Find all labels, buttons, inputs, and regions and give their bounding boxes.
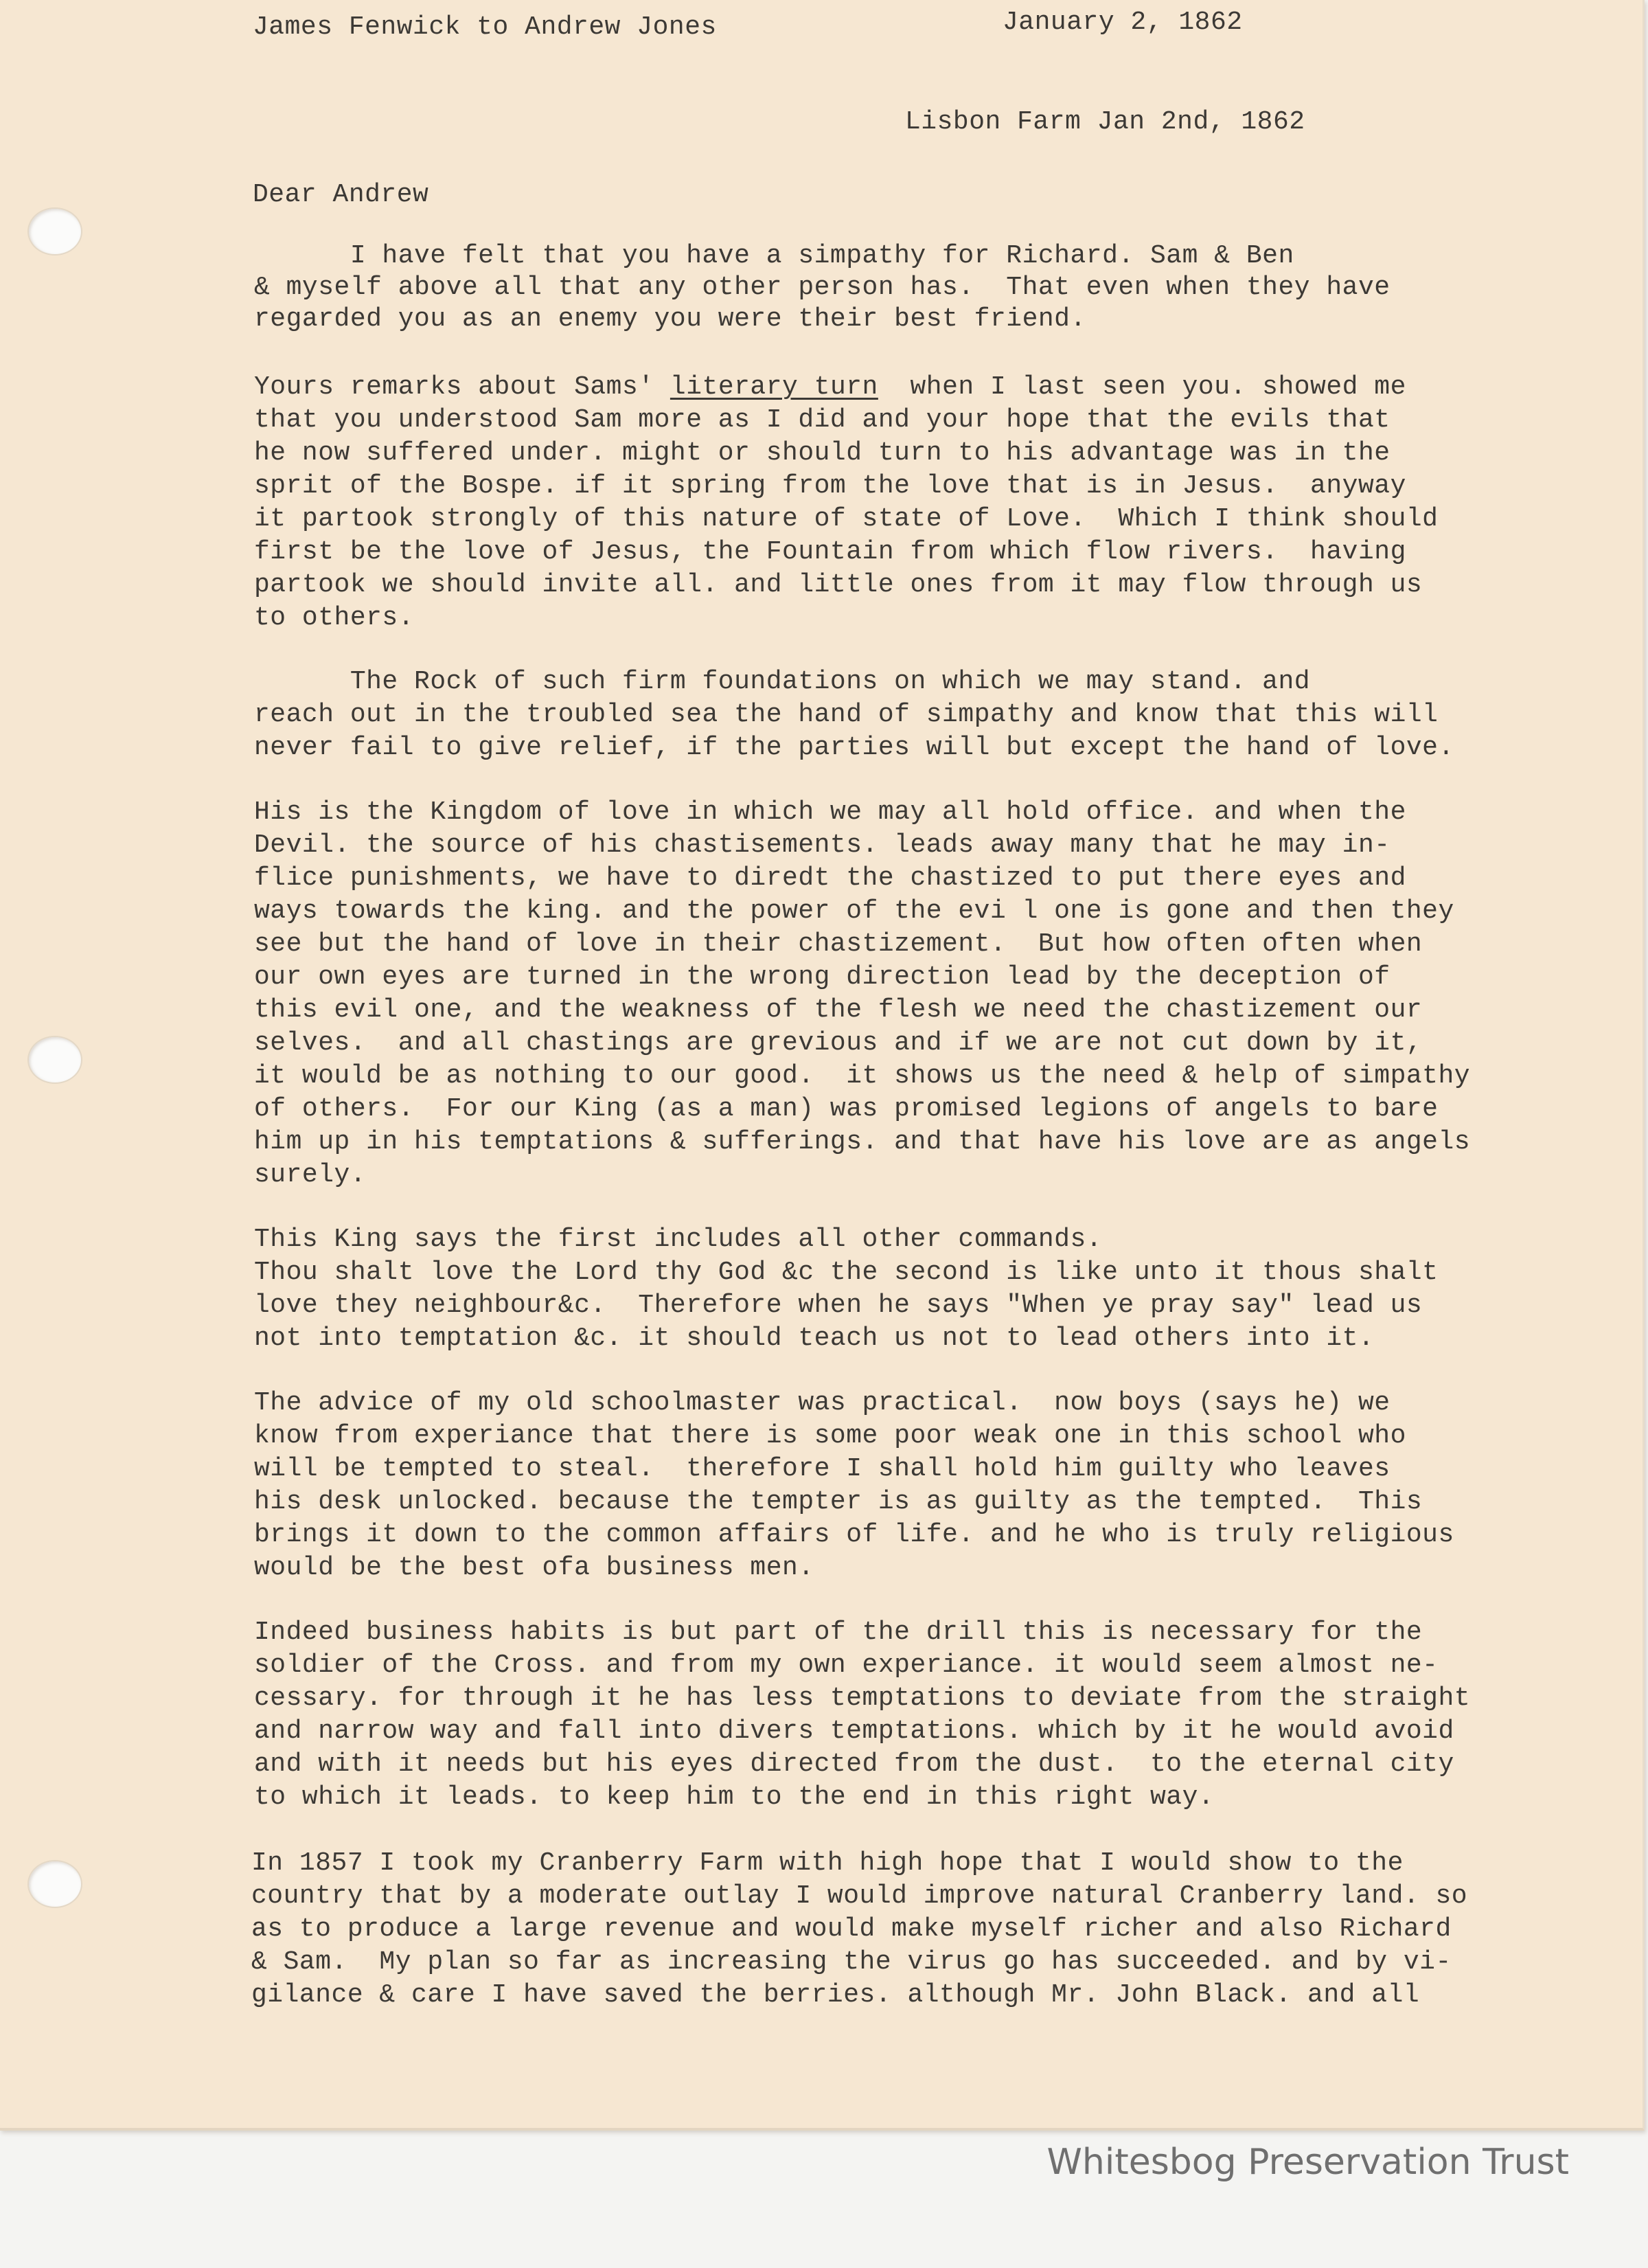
header-correspondents: James Fenwick to Andrew Jones	[253, 12, 717, 42]
para2-lead-text: Yours remarks about Sams'	[254, 372, 654, 402]
text-line: The advice of my old schoolmaster was practical. now boys (says he) we	[254, 1388, 1390, 1418]
text-line: surely.	[254, 1160, 367, 1190]
paragraph-2-first-line	[254, 372, 1406, 403]
text-line: that you understood Sam more as I did and your hope that the evils that	[254, 405, 1390, 435]
text-line: and with it needs but his eyes directed from the dust. to the eternal city	[254, 1749, 1454, 1779]
punch-hole-top	[27, 207, 82, 256]
text-line: see but the hand of love in their chastizement. But how often often when	[254, 929, 1423, 959]
text-line: cessary. for through it he has less temptations to deviate from the straight	[254, 1683, 1471, 1713]
letter-dateline: Lisbon Farm Jan 2nd, 1862	[905, 107, 1305, 137]
text-line: selves. and all chastings are grevious and if we are not cut down by it,	[254, 1028, 1423, 1058]
text-line: his desk unlocked. because the tempter is as guilty as the tempted. This	[254, 1487, 1423, 1517]
text-line: This King says the first includes all other commands.	[254, 1225, 1103, 1254]
punch-hole-bottom	[27, 1860, 82, 1908]
text-line: partook we should invite all. and little ones from it may flow through us	[254, 570, 1423, 600]
text-line: Indeed business habits is but part of the drill this is necessary for the	[254, 1618, 1423, 1647]
text-line: know from experiance that there is some poor weak one in this school who	[254, 1421, 1406, 1451]
text-line: & myself above all that any other person has. That even when they have	[254, 273, 1390, 302]
text-line: of others. For our King (as a man) was promised legions of angels to bare	[254, 1094, 1439, 1124]
text-line: our own eyes are turned in the wrong direction lead by the deception of	[254, 962, 1390, 992]
text-line: never fail to give relief, if the parties will but except the hand of love.	[254, 733, 1454, 762]
underlined-phrase: literary turn	[670, 372, 878, 402]
text-line: he now suffered under. might or should turn to his advantage was in the	[254, 438, 1390, 468]
text-line: gilance & care I have saved the berries. although Mr. John Black. and all	[251, 1980, 1420, 2010]
watermark-text: Whitesbog Preservation Trust	[1046, 2142, 1569, 2183]
text-line: brings it down to the common affairs of life. and he who is truly religious	[254, 1520, 1454, 1550]
header-date: January 2, 1862	[1003, 8, 1243, 37]
text-line: & Sam. My plan so far as increasing the virus go has succeeded. and by vi-	[251, 1947, 1452, 1977]
text-line: Devil. the source of his chastisements. leads away many that he may in-	[254, 830, 1390, 860]
text-line: this evil one, and the weakness of the flesh we need the chastizement our	[254, 995, 1423, 1025]
letter-salutation: Dear Andrew	[253, 180, 429, 209]
text-line: reach out in the troubled sea the hand of simpathy and know that this will	[254, 700, 1439, 729]
text-line: first be the love of Jesus, the Fountain from which flow rivers. having	[254, 537, 1406, 567]
text-line: I have felt that you have a simpathy for Richard. Sam & Ben	[254, 241, 1294, 271]
text-line: as to produce a large revenue and would make myself richer and also Richard	[251, 1914, 1452, 1944]
text-line: In 1857 I took my Cranberry Farm with high hope that I would show to the	[251, 1848, 1404, 1878]
text-line: The Rock of such firm foundations on which we may stand. and	[254, 667, 1311, 696]
text-line: to which it leads. to keep him to the end in this right way.	[254, 1782, 1215, 1812]
text-line: to others.	[254, 603, 415, 633]
text-line: flice punishments, we have to diredt the chastized to put there eyes and	[254, 863, 1406, 893]
text-line: ways towards the king. and the power of the evi l one is gone and then they	[254, 896, 1454, 926]
text-line: Thou shalt love the Lord thy God &c the second is like unto it thous shalt	[254, 1258, 1439, 1287]
text-line: regarded you as an enemy you were their best friend.	[254, 304, 1086, 334]
text-line: will be tempted to steal. therefore I shall hold him guilty who leaves	[254, 1454, 1390, 1484]
text-line: love they neighbour&c. Therefore when he says "When ye pray say" lead us	[254, 1291, 1423, 1320]
punch-hole-middle	[27, 1036, 82, 1084]
text-line: and narrow way and fall into divers temptations. which by it he would avoid	[254, 1716, 1454, 1746]
text-line: would be the best ofa business men.	[254, 1553, 814, 1583]
text-line: it partook strongly of this nature of state of Love. Which I think should	[254, 504, 1439, 534]
text-line: not into temptation &c. it should teach us not to lead others into it.	[254, 1324, 1375, 1353]
text-line: sprit of the Bospe. if it spring from the love that is in Jesus. anyway	[254, 471, 1406, 501]
text-line: it would be as nothing to our good. it shows us the need & help of simpathy	[254, 1061, 1471, 1091]
text-line: him up in his temptations & sufferings. and that have his love are as angels	[254, 1127, 1471, 1157]
text-line: His is the Kingdom of love in which we may all hold office. and when the	[254, 797, 1406, 827]
text-line: country that by a moderate outlay I would improve natural Cranberry land. so	[251, 1881, 1468, 1911]
text-line: soldier of the Cross. and from my own experiance. it would seem almost ne-	[254, 1651, 1439, 1680]
para2-line1-rest: when I last seen you. showed me	[910, 372, 1406, 402]
